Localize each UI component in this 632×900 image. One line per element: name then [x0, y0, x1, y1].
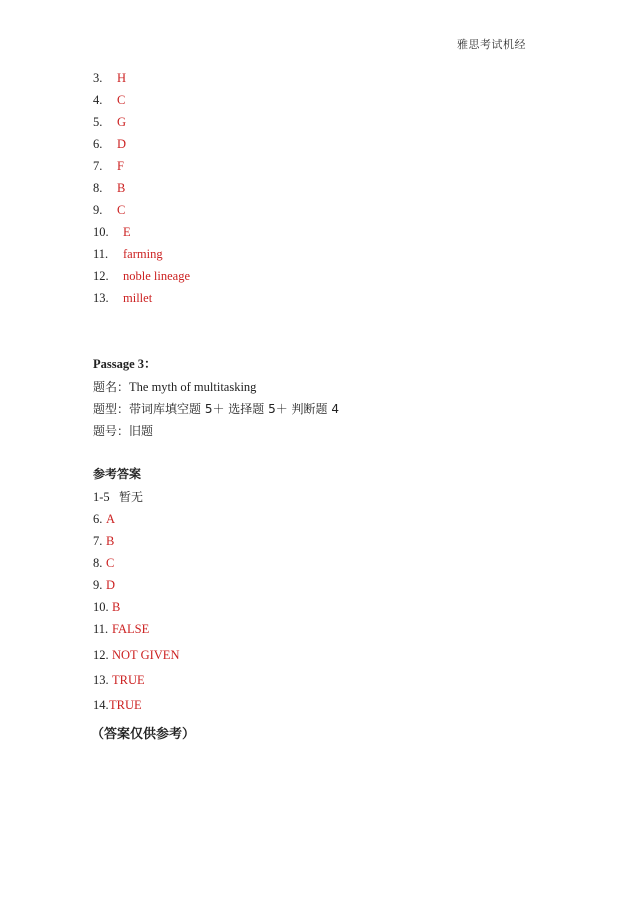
answer-number: 10. [93, 600, 109, 614]
answer-row [93, 180, 125, 196]
answer-value: farming [123, 247, 163, 261]
type-label: 题型： [93, 402, 130, 416]
answer-number: 11. [93, 622, 109, 636]
answer-row [93, 290, 152, 306]
answer-value: C [117, 203, 126, 217]
answer-number: 5. [93, 115, 103, 129]
passage-type-line [93, 401, 339, 417]
answer-number: 12. [93, 269, 109, 283]
answer-value: millet [123, 291, 153, 305]
answer-number: 9. [93, 578, 103, 592]
answer-row [93, 246, 163, 262]
answer-value: NOT GIVEN [112, 648, 180, 662]
answer-row [93, 489, 143, 505]
answer-number: 8. [93, 556, 103, 570]
page-header: 雅思考试机经 [457, 38, 526, 51]
answer-value: H [117, 71, 127, 85]
answer-row [93, 268, 190, 284]
answer-row [93, 511, 115, 527]
answer-row [93, 136, 126, 152]
answer-number: 6. [93, 137, 103, 151]
answer-row [93, 672, 145, 688]
answer-row [93, 647, 179, 663]
answer-number: 8. [93, 181, 103, 195]
answer-value: 暂无 [119, 490, 144, 504]
answer-number: 12. [93, 648, 109, 662]
answer-value: D [106, 578, 116, 592]
answer-row [93, 114, 126, 130]
answer-value: FALSE [112, 622, 150, 636]
id-value: 旧题 [129, 424, 154, 438]
answer-value: E [123, 225, 131, 239]
answer-number: 13. [93, 291, 109, 305]
answer-row [93, 555, 114, 571]
answer-value: TRUE [109, 698, 142, 712]
answer-value: TRUE [112, 673, 145, 687]
answer-value: G [117, 115, 127, 129]
passage-id-line [93, 423, 153, 439]
answer-row [93, 158, 124, 174]
answer-number: 6. [93, 512, 103, 526]
answer-value: noble lineage [123, 269, 190, 283]
disclaimer-note: （答案仅供参考） [91, 727, 196, 742]
reference-answers-heading: 参考答案 [93, 467, 142, 481]
answer-row [93, 599, 120, 615]
answer-value: F [117, 159, 124, 173]
id-label: 题号： [93, 424, 130, 438]
answer-value: B [117, 181, 126, 195]
passage-title-line [93, 379, 256, 395]
answer-row [93, 70, 126, 86]
answer-number: 7. [93, 159, 103, 173]
answer-value: C [117, 93, 126, 107]
passage-heading: Passage 3： [93, 357, 157, 371]
answer-number: 14. [93, 698, 109, 712]
answer-value: D [117, 137, 127, 151]
answer-row [93, 533, 114, 549]
answer-number: 4. [93, 93, 103, 107]
answer-value: A [106, 512, 116, 526]
answer-row [93, 697, 142, 713]
answer-number: 7. [93, 534, 103, 548]
title-value: The myth of multitasking [129, 380, 257, 394]
answer-number: 10. [93, 225, 109, 239]
answer-row [93, 92, 125, 108]
answer-row [93, 621, 149, 637]
answer-value: C [106, 556, 115, 570]
answer-number: 3. [93, 71, 103, 85]
answer-number: 9. [93, 203, 103, 217]
answer-row [93, 202, 125, 218]
answer-row [93, 577, 115, 593]
answer-value: B [106, 534, 115, 548]
answer-row [93, 224, 131, 240]
type-value: 带词库填空题 5＋ 选择题 5＋ 判断题 4 [129, 402, 339, 416]
answer-value: B [112, 600, 121, 614]
title-label: 题名： [93, 380, 130, 394]
answer-number: 11. [93, 247, 109, 261]
answer-number: 1-5 [93, 490, 110, 504]
answer-number: 13. [93, 673, 109, 687]
